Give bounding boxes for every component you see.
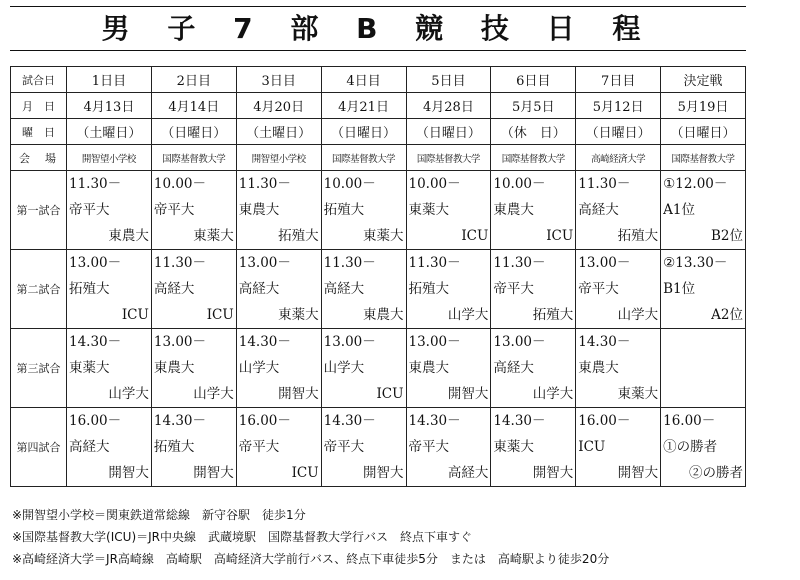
match-cell	[321, 329, 406, 408]
game-row	[11, 329, 746, 408]
date-cell: 4月14日	[151, 93, 236, 119]
match-cell	[236, 171, 321, 250]
match-info	[576, 329, 660, 407]
match-time: 11.30－	[153, 255, 207, 271]
round-cell: 3日目	[236, 67, 321, 93]
round-cell: 7日目	[576, 67, 661, 93]
title-top-rule	[10, 6, 746, 7]
match-away-team: 開智大	[193, 465, 234, 481]
match-time: ①12.00－	[663, 176, 728, 192]
match-info	[237, 408, 321, 486]
venue-cell: 国際基督教大学	[151, 145, 236, 171]
match-home-team: 東薬大	[69, 360, 110, 376]
match-info	[576, 171, 660, 249]
match-info	[576, 408, 660, 486]
match-away-team: 山学大	[532, 386, 574, 402]
match-away-team: 開智大	[447, 386, 489, 402]
match-cell	[661, 171, 746, 250]
match-time: 11.30－	[323, 255, 376, 271]
match-info	[322, 171, 406, 249]
match-home-team: 山学大	[323, 360, 365, 376]
venue-row	[11, 145, 746, 171]
game-label: 第四試合	[11, 408, 67, 487]
match-time: 11.30－	[238, 176, 291, 192]
match-away-team: B2位	[710, 228, 743, 244]
match-time: 10.00－	[408, 176, 461, 192]
match-cell	[406, 329, 491, 408]
venue-cell: 高崎経済大学	[576, 145, 661, 171]
venue-cell: 国際基督教大学	[491, 145, 576, 171]
venue-notes	[12, 504, 609, 570]
match-home-team: 山学大	[238, 360, 280, 376]
game-label: 第三試合	[11, 329, 67, 408]
match-info	[67, 408, 151, 486]
match-cell	[661, 329, 746, 408]
match-info	[661, 329, 745, 407]
match-away-team: 開智大	[108, 465, 149, 481]
match-away-team: ICU	[121, 307, 149, 323]
match-cell	[661, 250, 746, 329]
round-cell: 2日目	[151, 67, 236, 93]
weekday-cell: （土曜日）	[67, 119, 152, 145]
match-home-team: ICU	[578, 439, 606, 455]
match-away-team: ICU	[291, 465, 319, 481]
match-away-team: 拓殖大	[617, 228, 659, 244]
match-away-team: ICU	[461, 228, 489, 244]
match-time: 13.00－	[408, 334, 461, 350]
match-time: 14.30－	[153, 413, 207, 429]
weekday-cell: （休 日）	[491, 119, 576, 145]
match-away-team: 高経大	[447, 465, 489, 481]
match-info	[491, 171, 575, 249]
match-away-team: ICU	[376, 386, 404, 402]
match-cell	[321, 408, 406, 487]
match-cell	[236, 329, 321, 408]
date-cell: 4月20日	[236, 93, 321, 119]
match-time	[661, 329, 745, 355]
match-info	[576, 250, 660, 328]
match-time: 13.00－	[578, 255, 631, 271]
match-time: 16.00－	[663, 413, 716, 429]
match-cell	[576, 329, 661, 408]
date-row	[11, 93, 746, 119]
match-time: 10.00－	[323, 176, 376, 192]
match-time: 11.30－	[493, 255, 546, 271]
match-time: 10.00－	[153, 176, 207, 192]
venue-cell: 開智望小学校	[67, 145, 152, 171]
game-label: 第二試合	[11, 250, 67, 329]
venue-note: ※開智望小学校＝関東鉄道常総線 新守谷駅 徒歩1分	[12, 508, 306, 522]
match-home-team: 東農大	[238, 202, 280, 218]
venue-row-label: 会 場	[11, 145, 67, 171]
match-info	[661, 250, 745, 328]
round-cell: 4日目	[321, 67, 406, 93]
match-info	[661, 408, 745, 486]
match-home-team: 帝平大	[408, 439, 449, 455]
match-home-team: 拓殖大	[408, 281, 449, 297]
match-info	[407, 171, 491, 249]
match-away-team	[661, 381, 745, 407]
date-row-label: 月 日	[11, 93, 67, 119]
date-cell: 4月28日	[406, 93, 491, 119]
venue-note: ※高崎経済大学＝JR高崎線 高崎駅 高崎経済大学前行バス、終点下車徒歩5分 または 高崎駅より徒歩20分	[12, 552, 610, 566]
match-home-team: B1位	[663, 281, 696, 297]
match-time: 11.30－	[578, 176, 631, 192]
match-time: 16.00－	[69, 413, 122, 429]
match-away-team: 拓殖大	[532, 307, 574, 323]
schedule-body	[11, 67, 746, 487]
match-cell	[321, 250, 406, 329]
schedule-table	[10, 66, 746, 487]
weekday-cell: （日曜日）	[321, 119, 406, 145]
round-cell: 6日目	[491, 67, 576, 93]
match-cell	[67, 408, 152, 487]
match-info	[67, 171, 151, 249]
match-cell	[661, 408, 746, 487]
match-away-team: 東薬大	[363, 228, 404, 244]
round-row-label: 試合日	[11, 67, 67, 93]
match-cell	[151, 250, 236, 329]
match-cell	[151, 171, 236, 250]
match-away-team: ICU	[206, 307, 234, 323]
match-info	[152, 171, 236, 249]
match-time: 14.30－	[493, 413, 546, 429]
match-home-team	[661, 355, 745, 381]
match-info	[491, 250, 575, 328]
match-time: 13.00－	[493, 334, 546, 350]
match-home-team: 高経大	[153, 281, 195, 297]
match-time: 11.30－	[69, 176, 122, 192]
date-cell: 5月5日	[491, 93, 576, 119]
match-away-team: 東薬大	[193, 228, 234, 244]
match-cell	[321, 171, 406, 250]
match-info	[491, 408, 575, 486]
match-cell	[491, 250, 576, 329]
match-away-team: 東農大	[363, 307, 404, 323]
match-away-team: ②の勝者	[689, 465, 743, 481]
match-time: 13.00－	[238, 255, 291, 271]
match-away-team: 山学大	[617, 307, 659, 323]
match-away-team: 東薬大	[617, 386, 659, 402]
match-info	[152, 329, 236, 407]
match-home-team: 拓殖大	[69, 281, 110, 297]
round-cell: 5日目	[406, 67, 491, 93]
match-info	[152, 250, 236, 328]
match-info	[322, 250, 406, 328]
match-info	[407, 329, 491, 407]
venue-note: ※国際基督教大学(ICU)＝JR中央線 武蔵境駅 国際基督教大学行バス 終点下車すぐ	[12, 530, 472, 544]
weekday-cell: （土曜日）	[236, 119, 321, 145]
match-away-team: 拓殖大	[278, 228, 319, 244]
match-info	[407, 408, 491, 486]
match-info	[237, 250, 321, 328]
game-row	[11, 171, 746, 250]
match-away-team: 東農大	[108, 228, 149, 244]
match-away-team: A2位	[711, 307, 743, 323]
match-home-team: ①の勝者	[663, 439, 718, 455]
match-cell	[576, 171, 661, 250]
page-title: 男 子 7 部 B 競 技 日 程	[101, 12, 655, 45]
round-row	[11, 67, 746, 93]
match-info	[322, 408, 406, 486]
match-cell	[491, 171, 576, 250]
title-bottom-rule	[10, 50, 746, 51]
match-cell	[151, 408, 236, 487]
match-home-team: 高経大	[323, 281, 365, 297]
match-cell	[491, 329, 576, 408]
match-time: 14.30－	[238, 334, 291, 350]
date-cell: 4月13日	[67, 93, 152, 119]
date-cell: 5月19日	[661, 93, 746, 119]
match-time: 16.00－	[238, 413, 291, 429]
match-time: 16.00－	[578, 413, 631, 429]
match-time: 14.30－	[408, 413, 461, 429]
match-info	[322, 329, 406, 407]
match-away-team: 開智大	[532, 465, 574, 481]
match-time: 14.30－	[69, 334, 122, 350]
match-home-team: 東農大	[578, 360, 619, 376]
match-away-team: 開智大	[363, 465, 404, 481]
match-away-team: 開智大	[617, 465, 659, 481]
match-home-team: 高経大	[578, 202, 619, 218]
match-cell	[406, 171, 491, 250]
match-cell	[406, 408, 491, 487]
match-home-team: 帝平大	[323, 439, 365, 455]
round-cell: 決定戦	[661, 67, 746, 93]
match-home-team: 拓殖大	[153, 439, 195, 455]
match-cell	[576, 250, 661, 329]
date-cell: 5月12日	[576, 93, 661, 119]
match-time: 13.00－	[153, 334, 207, 350]
match-away-team: 山学大	[108, 386, 149, 402]
weekday-row-label: 曜 日	[11, 119, 67, 145]
weekday-cell: （日曜日）	[406, 119, 491, 145]
match-cell	[576, 408, 661, 487]
match-home-team: 東農大	[493, 202, 534, 218]
match-info	[237, 329, 321, 407]
game-label: 第一試合	[11, 171, 67, 250]
match-home-team: 高経大	[493, 360, 534, 376]
match-home-team: A1位	[663, 202, 695, 218]
match-home-team: 東農大	[408, 360, 449, 376]
match-time: 11.30－	[408, 255, 461, 271]
game-row	[11, 250, 746, 329]
venue-cell: 国際基督教大学	[406, 145, 491, 171]
game-row	[11, 408, 746, 487]
round-cell: 1日目	[67, 67, 152, 93]
match-info	[237, 171, 321, 249]
match-time: 14.30－	[578, 334, 631, 350]
match-home-team: 高経大	[238, 281, 280, 297]
match-info	[152, 408, 236, 486]
venue-cell: 国際基督教大学	[661, 145, 746, 171]
match-away-team: ICU	[546, 228, 574, 244]
date-cell: 4月21日	[321, 93, 406, 119]
match-cell	[67, 329, 152, 408]
match-away-team: 山学大	[193, 386, 234, 402]
match-cell	[67, 250, 152, 329]
venue-cell: 開智望小学校	[236, 145, 321, 171]
match-away-team: 山学大	[447, 307, 489, 323]
match-home-team: 帝平大	[238, 439, 280, 455]
match-away-team: 開智大	[278, 386, 319, 402]
venue-cell: 国際基督教大学	[321, 145, 406, 171]
match-info	[491, 329, 575, 407]
match-time: ②13.30－	[663, 255, 728, 271]
match-home-team: 帝平大	[153, 202, 195, 218]
match-cell	[151, 329, 236, 408]
match-time: 14.30－	[323, 413, 376, 429]
match-info	[407, 250, 491, 328]
match-info	[67, 329, 151, 407]
match-cell	[67, 171, 152, 250]
match-home-team: 帝平大	[493, 281, 534, 297]
match-time: 13.00－	[69, 255, 122, 271]
match-home-team: 拓殖大	[323, 202, 365, 218]
match-cell	[491, 408, 576, 487]
match-home-team: 帝平大	[578, 281, 619, 297]
weekday-cell: （日曜日）	[151, 119, 236, 145]
match-home-team: 東農大	[153, 360, 195, 376]
match-home-team: 帝平大	[69, 202, 110, 218]
match-info	[67, 250, 151, 328]
match-info	[661, 171, 745, 249]
match-cell	[236, 408, 321, 487]
match-away-team: 東薬大	[278, 307, 319, 323]
match-time: 10.00－	[493, 176, 546, 192]
match-home-team: 東薬大	[408, 202, 449, 218]
match-cell	[236, 250, 321, 329]
weekday-row	[11, 119, 746, 145]
match-home-team: 高経大	[69, 439, 110, 455]
match-time: 13.00－	[323, 334, 376, 350]
match-home-team: 東薬大	[493, 439, 534, 455]
match-cell	[406, 250, 491, 329]
weekday-cell: （日曜日）	[576, 119, 661, 145]
weekday-cell: （日曜日）	[661, 119, 746, 145]
